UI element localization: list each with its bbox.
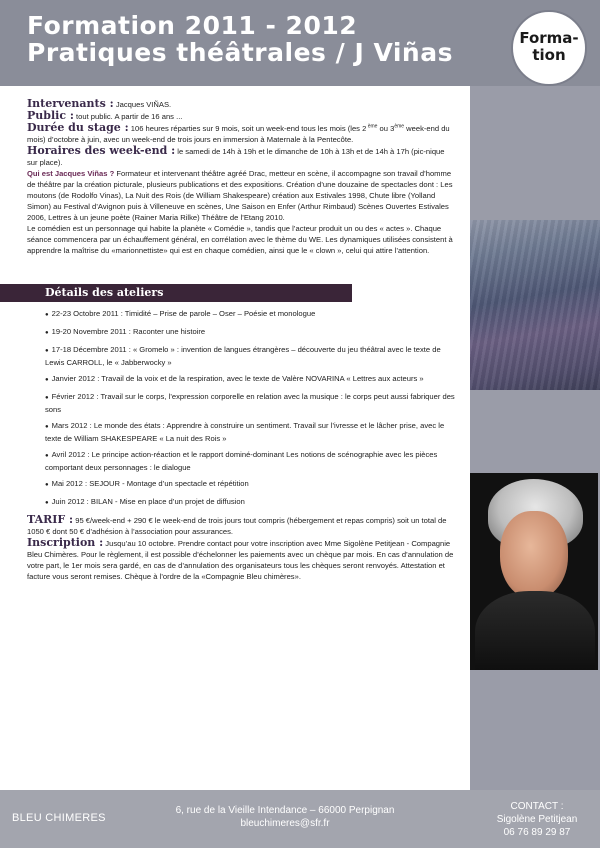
bullet-icon: ● [45, 453, 49, 459]
duree-sup-1: ème [366, 123, 378, 130]
ateliers-title: Détails des ateliers [45, 286, 164, 299]
bullet-icon: ● [45, 482, 49, 488]
list-item: ● Juin 2012 : BILAN - Mise en place d’un projet de diffusion [45, 497, 245, 506]
contact-name: Sigolène Petitjean [496, 814, 578, 825]
bullet-icon: ● [45, 348, 49, 354]
footer [0, 790, 600, 848]
qui-text: Formateur et intervenant théâtre agréé Drac, metteur en scène, il accompagne son travail d’homme de théâtre par la création picturale, plusieurs publications et des expositions. Création d’une douzaine de spectacles dont : Les moutons (de Rodolfo Vinas), La Nuit des Rois (de William Shakespeare) création aux Estivales 1998, Chute libre (Yolland Simon) au Festival d’Avignon puis à Villeneuve en scènes, Une Saison en Enfer (Arthur Rimbaud) Scènes Ouvertes Estivales 2006, Lettres à un jeune poète (Rainer Maria Rilke) Théâtre de l’Etang 2010. [27, 169, 453, 222]
ateliers-section-header [0, 284, 352, 302]
footer-brand: BLEU CHIMERES [12, 812, 106, 824]
horaires-label: Horaires des week-end : [27, 144, 176, 157]
tarif-value: 95 €/week-end + 290 € le week-end de trois jours tout compris (hébergement et repas compris) soit un total de 1050 € dont 50 € d’adhésion à l’association pour assurances. [27, 516, 447, 536]
footer-address: 6, rue de la Vieille Intendance – 66000 Perpignan [175, 805, 395, 816]
horaires-value: le samedi de 14h à 19h et le dimanche de 10h à 13h et de 14h à 17h (pic-nique sur place). [27, 147, 445, 167]
duree-text-2: ou 3 [377, 124, 395, 133]
tarif-label: TARIF : [27, 513, 74, 526]
bullet-icon: ● [45, 424, 49, 430]
title-line-1: Formation 2011 - 2012 [27, 11, 358, 40]
main-content [27, 98, 455, 582]
list-item: ● Mai 2012 : SEJOUR - Montage d’un spectacle et répétition [45, 479, 249, 488]
intervenants-line [27, 98, 455, 110]
inscription-paragraph [27, 537, 455, 582]
badge-line-2: tion [532, 46, 566, 64]
intervenants-value: Jacques VIÑAS. [115, 100, 172, 109]
qui-paragraph [27, 168, 455, 223]
bullet-icon: ● [45, 377, 49, 383]
public-label: Public : [27, 109, 74, 122]
duree-paragraph [27, 122, 455, 145]
list-item: ● 19-20 Novembre 2011 : Raconter une histoire [45, 327, 206, 336]
title-line-2: Pratiques théâtrales / J Viñas [27, 38, 453, 67]
horaires-paragraph [27, 145, 455, 168]
qui-label: Qui est Jacques Viñas ? [27, 169, 115, 178]
duree-text-3: week-end du mois) d’octobre à juin, avec un week-end de trois jours en immersion à Maternale à la Pentecôte. [27, 124, 450, 144]
list-item: ● 17-18 Décembre 2011 : « Gromelo » : invention de langues étrangères – découverte du jeu théâtral avec le texte de Lewis CARROLL, le « Jabberwocky » [45, 345, 441, 367]
tarif-paragraph [27, 514, 455, 537]
list-item: ● Avril 2012 : Le principe action-réaction et le rapport dominé-dominant Les notions de scénographie avec les pièces comportant deux personnages : le dialogue [45, 450, 438, 472]
badge-line-1: Forma- [519, 29, 579, 47]
bullet-icon: ● [45, 330, 49, 336]
header-band [0, 0, 600, 86]
public-value: tout public. A partir de 16 ans ... [76, 112, 183, 121]
footer-contact [478, 800, 596, 839]
bullet-icon: ● [45, 395, 49, 401]
ateliers-list [45, 308, 455, 509]
list-item: ● 22-23 Octobre 2011 : Timidité – Prise de parole – Oser – Poésie et monologue [45, 309, 316, 318]
contact-phone: 06 76 89 29 87 [503, 827, 571, 838]
portrait-photo [470, 473, 598, 670]
duree-text-1: 106 heures réparties sur 9 mois, soit un week-end tous les mois (les 2 [128, 124, 367, 133]
duree-sup-2: ème [394, 123, 405, 130]
contact-label: CONTACT : [510, 801, 564, 812]
inscription-value: Jusqu’au 10 octobre. Prendre contact pour votre inscription avec Mme Sigolène Petitjean - Compagnie Bleu Chimères. Pour le règlement, il est possible d’échelonner les paiements avec un chèque par mois. En cas d’annulation de votre part, le 1er mois sera gardé, en cas de d’annulation des organisateurs tous les chèques seront renvoyés. Attestation et facture vous seront remises. Chèque à l’ordre de la «Compagnie Bleu chimères». [27, 539, 454, 581]
list-item: ● Mars 2012 : Le monde des états : Apprendre à construire un sentiment. Travail sur l’ivresse et le lâcher prise, avec le texte de William SHAKESPEARE « La nuit des Rois » [45, 421, 445, 443]
footer-email: bleuchimeres@sfr.fr [240, 818, 330, 829]
bullet-icon: ● [45, 312, 49, 318]
list-item: ● Janvier 2012 : Travail de la voix et de la respiration, avec le texte de Valère NOVARINA « Lettres aux acteurs » [45, 374, 424, 383]
formation-badge [511, 10, 587, 86]
list-item: ● Février 2012 : Travail sur le corps, l’expression corporelle en relation avec la musique : le corps peut aussi fabriquer des sons [45, 392, 455, 414]
bullet-icon: ● [45, 500, 49, 506]
abstract-painting-image [470, 220, 600, 390]
footer-address-block [150, 804, 420, 830]
comedien-paragraph: Le comédien est un personnage qui habite la planète « Comédie », tandis que l’acteur produit un ou des « actes ». Chaque séance commencera par un échauffement général, en corrélation avec le thème du WE. Les dynamiques utilisées consistent à apprendre la maîtrise du «marionnettiste» qui est en chaque comédien, ainsi que le « clown », celui qui attire l’attention. [27, 224, 453, 255]
right-sidebar [470, 86, 600, 790]
inscription-label: Inscription : [27, 536, 104, 549]
intervenants-label: Intervenants : [27, 97, 114, 110]
duree-label: Durée du stage : [27, 121, 129, 134]
